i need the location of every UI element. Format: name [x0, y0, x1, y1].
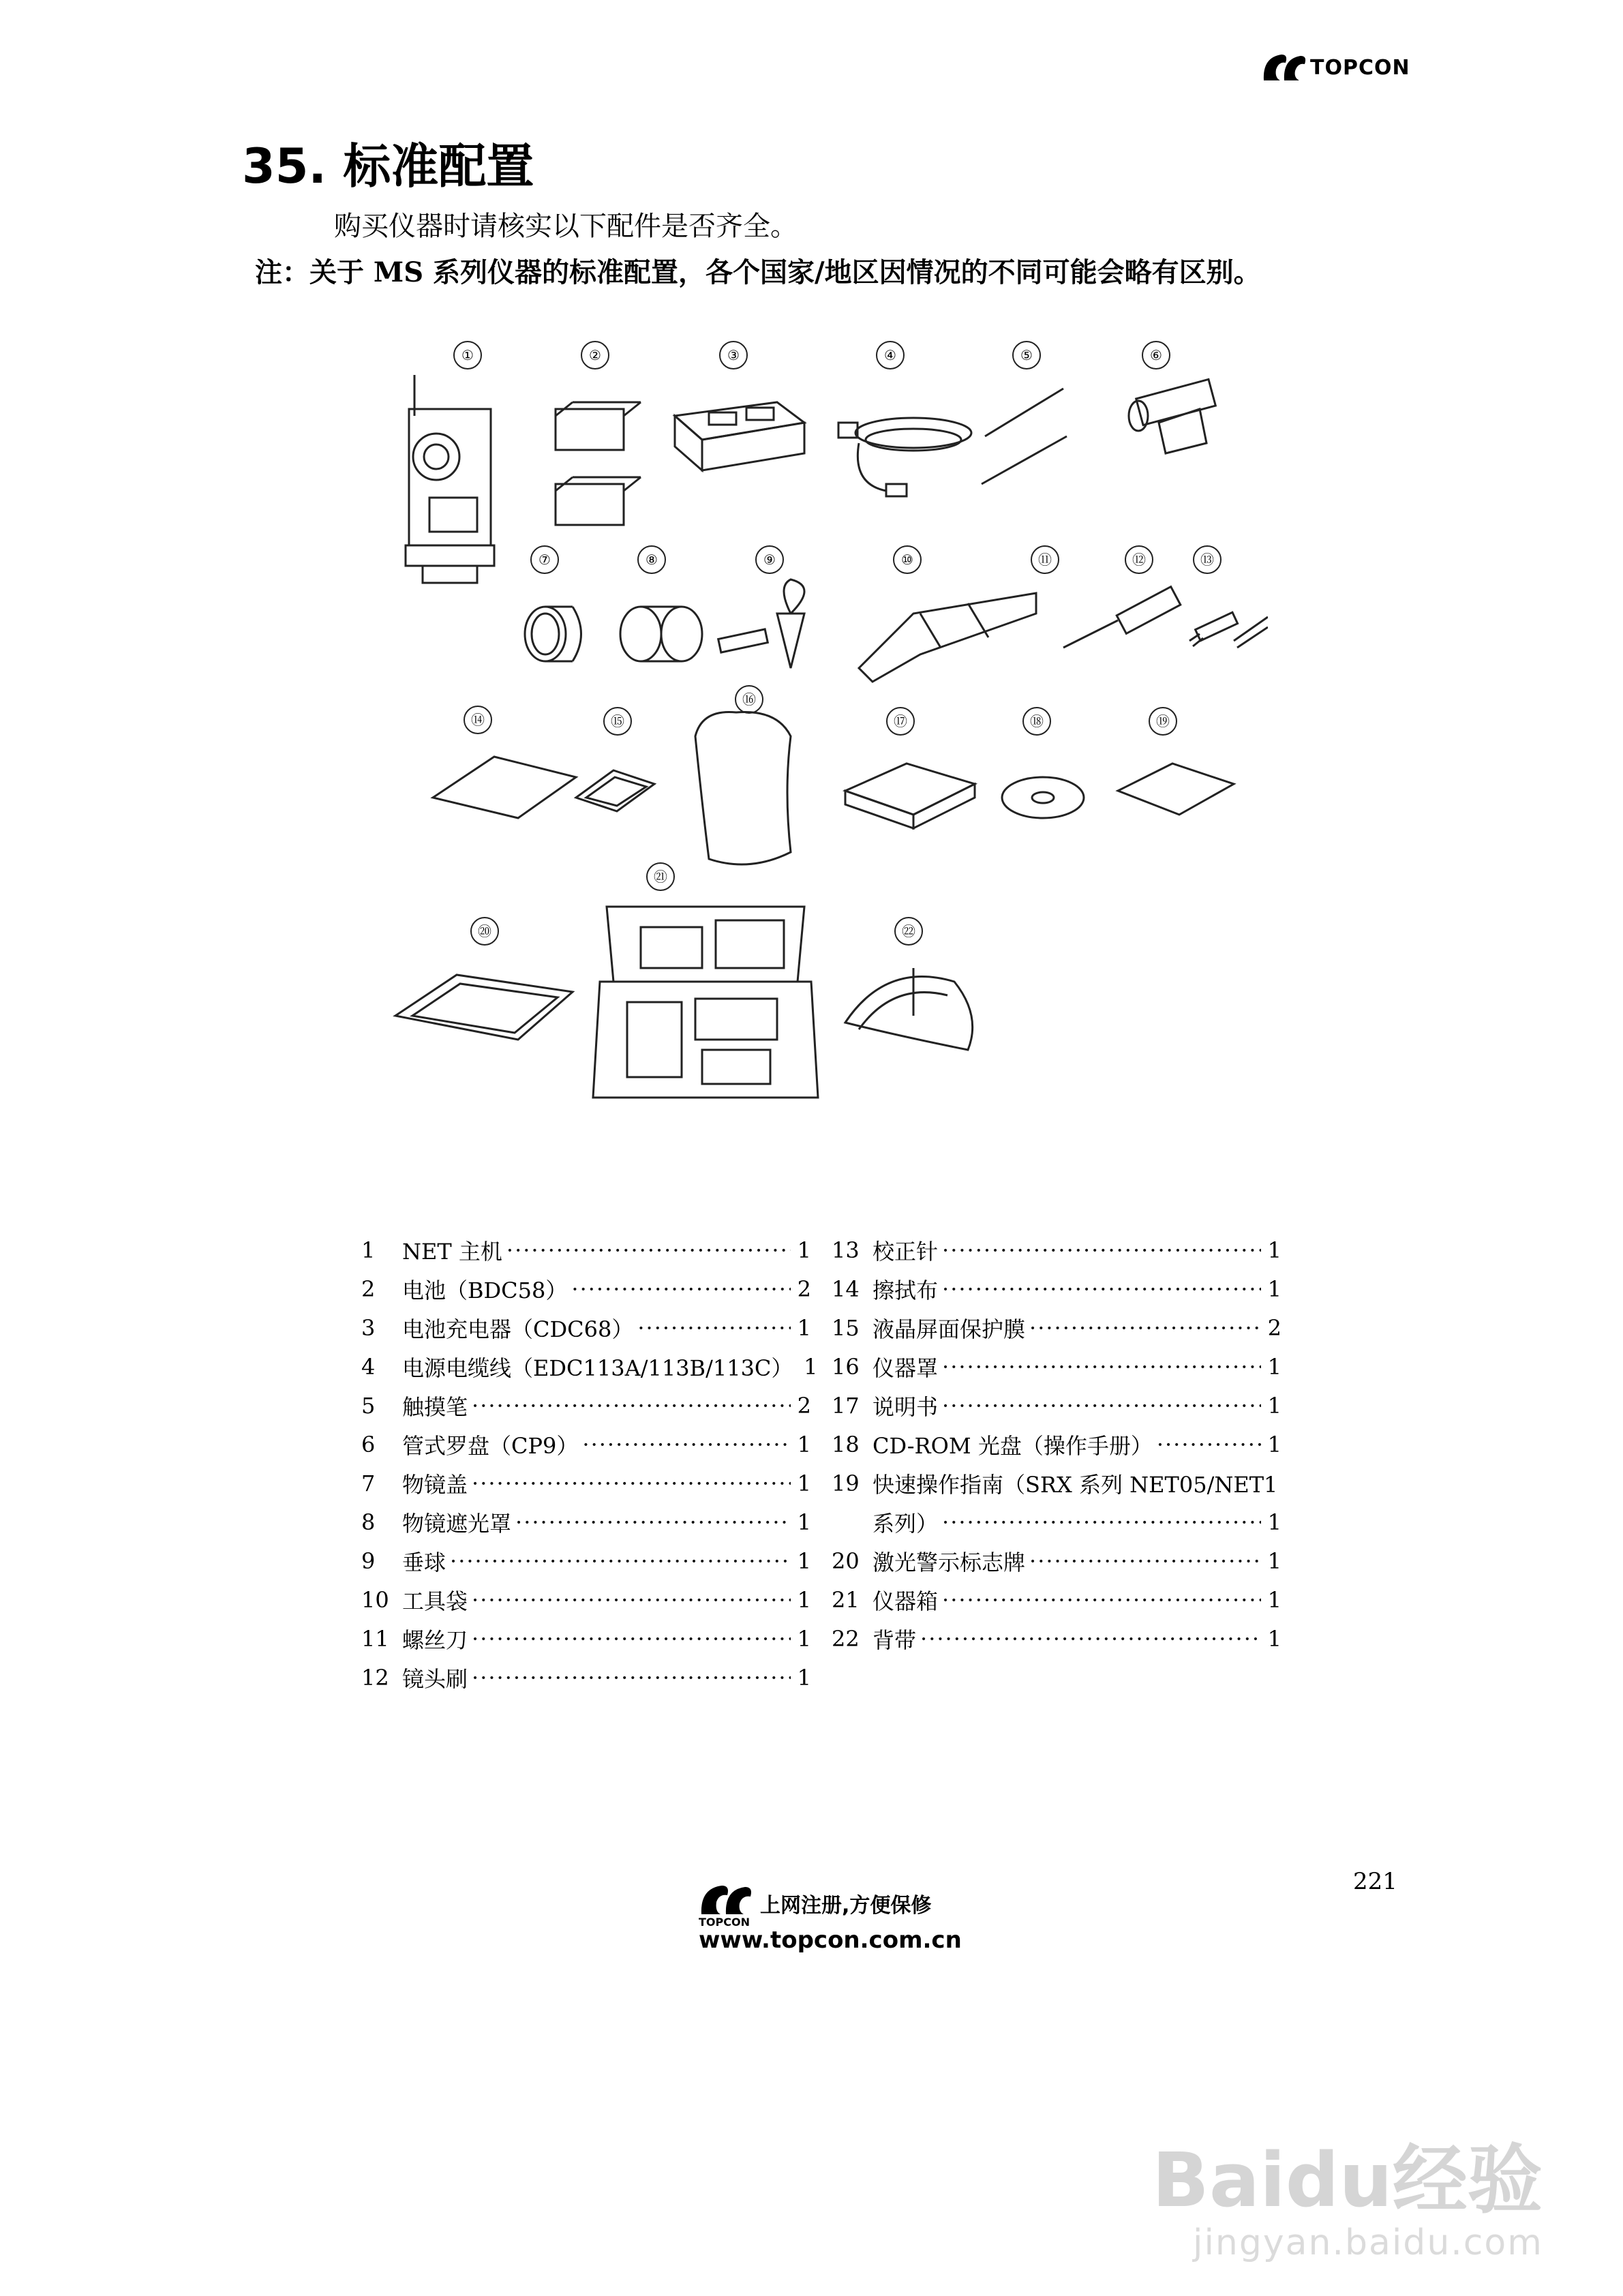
battery-icon [556, 402, 641, 525]
list-item: 21 仪器箱 ····· 1 [832, 1580, 1281, 1619]
list-item: 6 管式罗盘（CP9） ····· 1 [361, 1425, 811, 1464]
footer-logo [699, 1882, 962, 1957]
stylus-icon [982, 389, 1067, 484]
list-item: 19 快速操作指南（SRX 系列 NET05/NET1 [832, 1470, 1278, 1498]
parts-list-left [361, 1230, 818, 1697]
list-item: 17 说明书 ····· 1 [832, 1386, 1281, 1425]
callout-9: ⑨ [755, 545, 784, 574]
tube-compass-icon [1129, 379, 1215, 453]
callout-16: ⑯ [735, 685, 763, 714]
callout-21: ㉑ [646, 862, 675, 891]
topcon-logo-icon [1261, 50, 1309, 85]
carrying-strap-icon [845, 968, 973, 1050]
adjusting-pin-icon [1234, 617, 1268, 648]
list-item: 14 擦拭布 ····· 1 [832, 1269, 1281, 1308]
charger-icon [675, 402, 804, 470]
list-item: 20 激光警示标志牌 ····· 1 [832, 1541, 1281, 1580]
callout-22: ㉒ [894, 917, 923, 946]
cleaning-cloth-icon [433, 757, 576, 818]
screen-protector-icon [576, 770, 654, 811]
callout-12: ⑫ [1125, 545, 1153, 574]
screwdriver-icon [1063, 587, 1181, 648]
callout-10: ⑩ [893, 545, 922, 574]
total-station-icon [406, 375, 494, 583]
topcon-header-logo [1261, 48, 1410, 89]
list-item: 5 触摸笔 ····· 2 [361, 1386, 811, 1425]
quick-guide-icon [1118, 764, 1234, 815]
callout-2: ② [581, 341, 609, 369]
list-item: 系列） ····· 1 [832, 1502, 1281, 1541]
footer-brand: TOPCON [699, 1916, 750, 1929]
callout-13: ⑬ [1193, 545, 1222, 574]
list-item: 12 镜头刷 ····· 1 [361, 1658, 811, 1697]
list-item: 9 垂球 ····· 1 [361, 1541, 811, 1580]
list-item: 13 校正针 ····· 1 [832, 1230, 1281, 1269]
page-number: 221 [1353, 1868, 1397, 1895]
watermark-logo: Baidu经验 [1152, 2136, 1543, 2224]
manual-icon [845, 764, 975, 828]
baidu-watermark [1152, 2100, 1588, 2277]
parts-list-right [832, 1230, 1281, 1658]
list-item: 8 物镜遮光罩 ····· 1 [361, 1502, 811, 1541]
cd-rom-icon [1002, 777, 1084, 818]
lens-brush-icon [1189, 612, 1238, 646]
list-item: 7 物镜盖 ····· 1 [361, 1464, 811, 1502]
callout-3: ③ [719, 341, 748, 369]
callout-11: ⑪ [1031, 545, 1059, 574]
callout-17: ⑰ [886, 707, 915, 736]
instrument-cover-icon [695, 712, 791, 864]
intro-text: 购买仪器时请核实以下配件是否齐全。 [334, 211, 798, 242]
callout-4: ④ [876, 341, 905, 369]
lens-hood-icon [620, 607, 702, 661]
callout-19: ⑲ [1149, 707, 1177, 736]
callout-6: ⑥ [1142, 341, 1170, 369]
plumb-bob-icon [718, 579, 804, 668]
topcon-logo-icon [699, 1882, 753, 1920]
callout-14: ⑭ [464, 706, 492, 734]
tool-pouch-icon [859, 593, 1036, 682]
header-brand: TOPCON [1310, 56, 1410, 80]
accessories-illustration [382, 327, 1268, 1132]
page-title: 35. 标准配置 [242, 138, 534, 194]
list-item: 4 电源电缆线（EDC113A/113B/113C） 1 [361, 1353, 818, 1381]
list-item: 10 工具袋 ····· 1 [361, 1580, 811, 1619]
footer-slogan: 上网注册,方便保修 [760, 1894, 932, 1918]
callout-5: ⑤ [1012, 341, 1041, 369]
callout-7: ⑦ [530, 545, 559, 574]
callout-15: ⑮ [603, 707, 632, 736]
list-item: 2 电池（BDC58） ····· 2 [361, 1269, 811, 1308]
power-cable-icon [838, 418, 971, 496]
list-item: 18 CD-ROM 光盘（操作手册） ····· 1 [832, 1425, 1281, 1464]
callout-1: ① [453, 341, 482, 369]
list-item: 3 电池充电器（CDC68） ····· 1 [361, 1308, 811, 1347]
lens-cap-icon [525, 607, 581, 661]
list-item: 1 NET 主机 ····· 1 [361, 1230, 811, 1269]
note-text: 注：关于 MS 系列仪器的标准配置，各个国家/地区因情况的不同可能会略有区别。 [255, 256, 1261, 288]
carrying-case-icon [593, 907, 818, 1098]
footer-url: www.topcon.com.cn [699, 1927, 962, 1954]
list-item: 16 仪器罩 ····· 1 [832, 1347, 1281, 1386]
laser-warning-plate-icon [395, 975, 573, 1040]
callout-8: ⑧ [637, 545, 666, 574]
watermark-url: jingyan.baidu.com [1193, 2222, 1543, 2263]
callout-18: ⑱ [1022, 707, 1051, 736]
list-item: 11 螺丝刀 ····· 1 [361, 1619, 811, 1658]
list-item: 22 背带 ····· 1 [832, 1619, 1281, 1658]
callout-20: ⑳ [470, 917, 499, 946]
list-item: 15 液晶屏面保护膜 ····· 2 [832, 1308, 1281, 1347]
